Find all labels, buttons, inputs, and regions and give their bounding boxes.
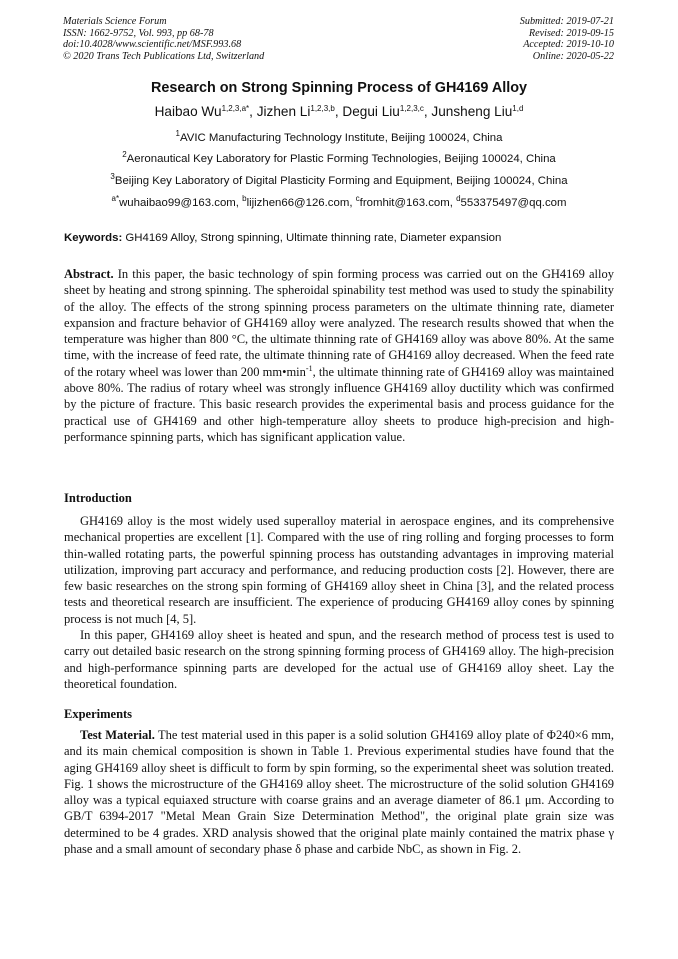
email-separator: ,: [235, 197, 243, 209]
introduction-section: [64, 513, 614, 692]
paper-title: Research on Strong Spinning Process of GH4169 Alloy: [150, 80, 528, 96]
introduction-paragraph-1: GH4169 alloy is the most widely used superalloy material in aerospace engines, and its comprehensive mechanical properties are excellent [1]. Compared with the use of ring rolling and forging processes to form thin-walled rotating parts, the powerful spinning process has outstanding advantages in improving material utilization, improving part accuracy and performance, and reducing production costs [2]. However, there are few basic researches on the strong spin forming of GH4169 alloy sheet in China [3], and the related process tests and theoretical research are insufficient. The experience of producing GH4169 alloy cones by spinning process is not much [4, 5].: [64, 514, 614, 626]
email-list: [0, 194, 678, 209]
experiments-paragraph: [64, 727, 614, 857]
affiliation-text: Beijing Key Laboratory of Digital Plasticity Forming and Equipment, Beijing 100024, China: [114, 175, 568, 187]
abstract-section: [64, 266, 614, 445]
author-separator: ,: [334, 104, 343, 119]
abstract-text-part2: , the ultimate thinning rate of GH4169 alloy was maintained above 80%. The radius of rotary wheel was strongly influence GH4169 alloy ductility which was confirmed by the picture of fracture. This basic research provides the experimental basis and process guidance for the practical use of GH4169 and other high-temperature alloy sheets to produce high-precision and high-performance spinning parts, which has significant application value.: [64, 364, 614, 444]
affiliation-1: [0, 129, 678, 144]
affiliation-superscript: 2: [122, 150, 127, 159]
journal-header-right: [520, 16, 614, 62]
introduction-paragraph-2: In this paper, GH4169 alloy sheet is heated and spun, and the research method of process test is used to carry out detailed basic research on the strong spinning forming process of GH4169 alloy. The high-precision and high-performance spinning parts are developed for the actual use of GH4169 alloy sheet. Lay the theoretical foundation.: [64, 628, 614, 691]
accepted-date: Accepted: 2019-10-10: [523, 39, 614, 51]
abstract-text-part1: In this paper, the basic technology of spin forming process was carried out on the GH4169 alloy sheet by heating and strong spinning. The spheroidal spinability test method was used to study the spinability of the alloy. The effects of the strong spinning process parameters on the ultimate thinning rate, diameter expansion and fracture behavior of GH4169 alloy were analyzed. The research results showed that when the temperature was higher than 800 °C, the ultimate thinning rate of GH4169 alloy was above 80%. At the same time, with the increase of feed rate, the ultimate thinning rate of GH4169 alloy decreased. When the feed rate of the rotary wheel was lower than 200 mm•min: [64, 267, 614, 379]
journal-header-left: [63, 16, 264, 62]
experiments-section: [64, 727, 614, 857]
keywords-label: Keywords:: [64, 232, 123, 244]
email-address: wuhaibao99@163.com: [119, 197, 236, 209]
author-superscript: 1,2,3,c: [399, 104, 424, 113]
keywords-text: GH4169 Alloy, Strong spinning, Ultimate thinning rate, Diameter expansion: [122, 232, 502, 244]
author-separator: ,: [423, 104, 432, 119]
author-superscript: 1,2,3,b: [310, 104, 335, 113]
doi-line: doi:10.4028/www.scientific.net/MSF.993.68: [63, 39, 242, 51]
online-date: Online: 2020-05-22: [532, 50, 614, 62]
affiliation-text: Aeronautical Key Laboratory for Plastic Forming Technologies, Beijing 100024, China: [126, 153, 556, 165]
author-superscript: 1,2,3,a*: [221, 104, 250, 113]
email-superscript: d: [456, 194, 461, 203]
introduction-heading: Introduction: [64, 491, 132, 505]
email-superscript: c: [355, 194, 360, 203]
affiliation-text: AVIC Manufacturing Technology Institute, Beijing 100024, China: [179, 132, 503, 144]
email-address: lijizhen66@126.com: [246, 197, 350, 209]
author-name: Jizhen Li: [256, 104, 311, 119]
email-separator: ,: [449, 197, 457, 209]
affiliation-superscript: 1: [175, 129, 180, 138]
author-separator: ,: [249, 104, 257, 119]
author-name: Junsheng Liu: [431, 104, 513, 119]
test-material-label: Test Material.: [80, 728, 155, 742]
experiments-heading: Experiments: [64, 707, 133, 721]
author-superscript: 1,d: [512, 104, 524, 113]
email-address: fromhit@163.com: [359, 197, 450, 209]
journal-name: Materials Science Forum: [63, 16, 167, 27]
affiliation-superscript: 3: [110, 172, 115, 181]
affiliation-2: [0, 150, 678, 165]
email-separator: ,: [349, 197, 356, 209]
author-list: [0, 104, 678, 119]
affiliation-3: [0, 172, 678, 187]
copyright-line: © 2020 Trans Tech Publications Ltd, Switzerland: [63, 50, 265, 62]
experiments-text: The test material used in this paper is a solid solution GH4169 alloy plate of Φ240×6 mm, and its main chemical composition is shown in Table 1. Previous experimental studies have found that the aging GH4169 alloy sheet is difficult to form by spin forming, so the experimental sheet was solution treated. Fig. 1 shows the microstructure of the GH4169 alloy sheet. The microstructure of the solid solution GH4169 alloy was a typical equiaxed structure with coarse grains and an average diameter of 86.1 μm. According to GB/T 6394-2017 "Metal Mean Grain Size Determination Method", the original plate grain size was determined to be 4 grades. XRD analysis showed that the original plate mainly contained the matrix phase γ phase and a small amount of secondary phase δ phase and carbide NbC, as shown in Fig. 2.: [64, 728, 614, 857]
submitted-date: Submitted: 2019-07-21: [519, 16, 614, 27]
email-superscript: b: [242, 194, 247, 203]
abstract-paragraph: [64, 266, 614, 445]
revised-date: Revised: 2019-09-15: [528, 27, 614, 39]
unit-superscript: -1: [305, 363, 313, 373]
email-address: 553375497@qq.com: [460, 197, 567, 209]
issn-line: ISSN: 1662-9752, Vol. 993, pp 68-78: [63, 27, 214, 39]
email-superscript: a*: [111, 194, 120, 203]
author-name: Haibao Wu: [154, 104, 222, 119]
author-name: Degui Liu: [342, 104, 400, 119]
abstract-label: Abstract.: [64, 267, 114, 281]
keywords-line: [64, 232, 616, 244]
